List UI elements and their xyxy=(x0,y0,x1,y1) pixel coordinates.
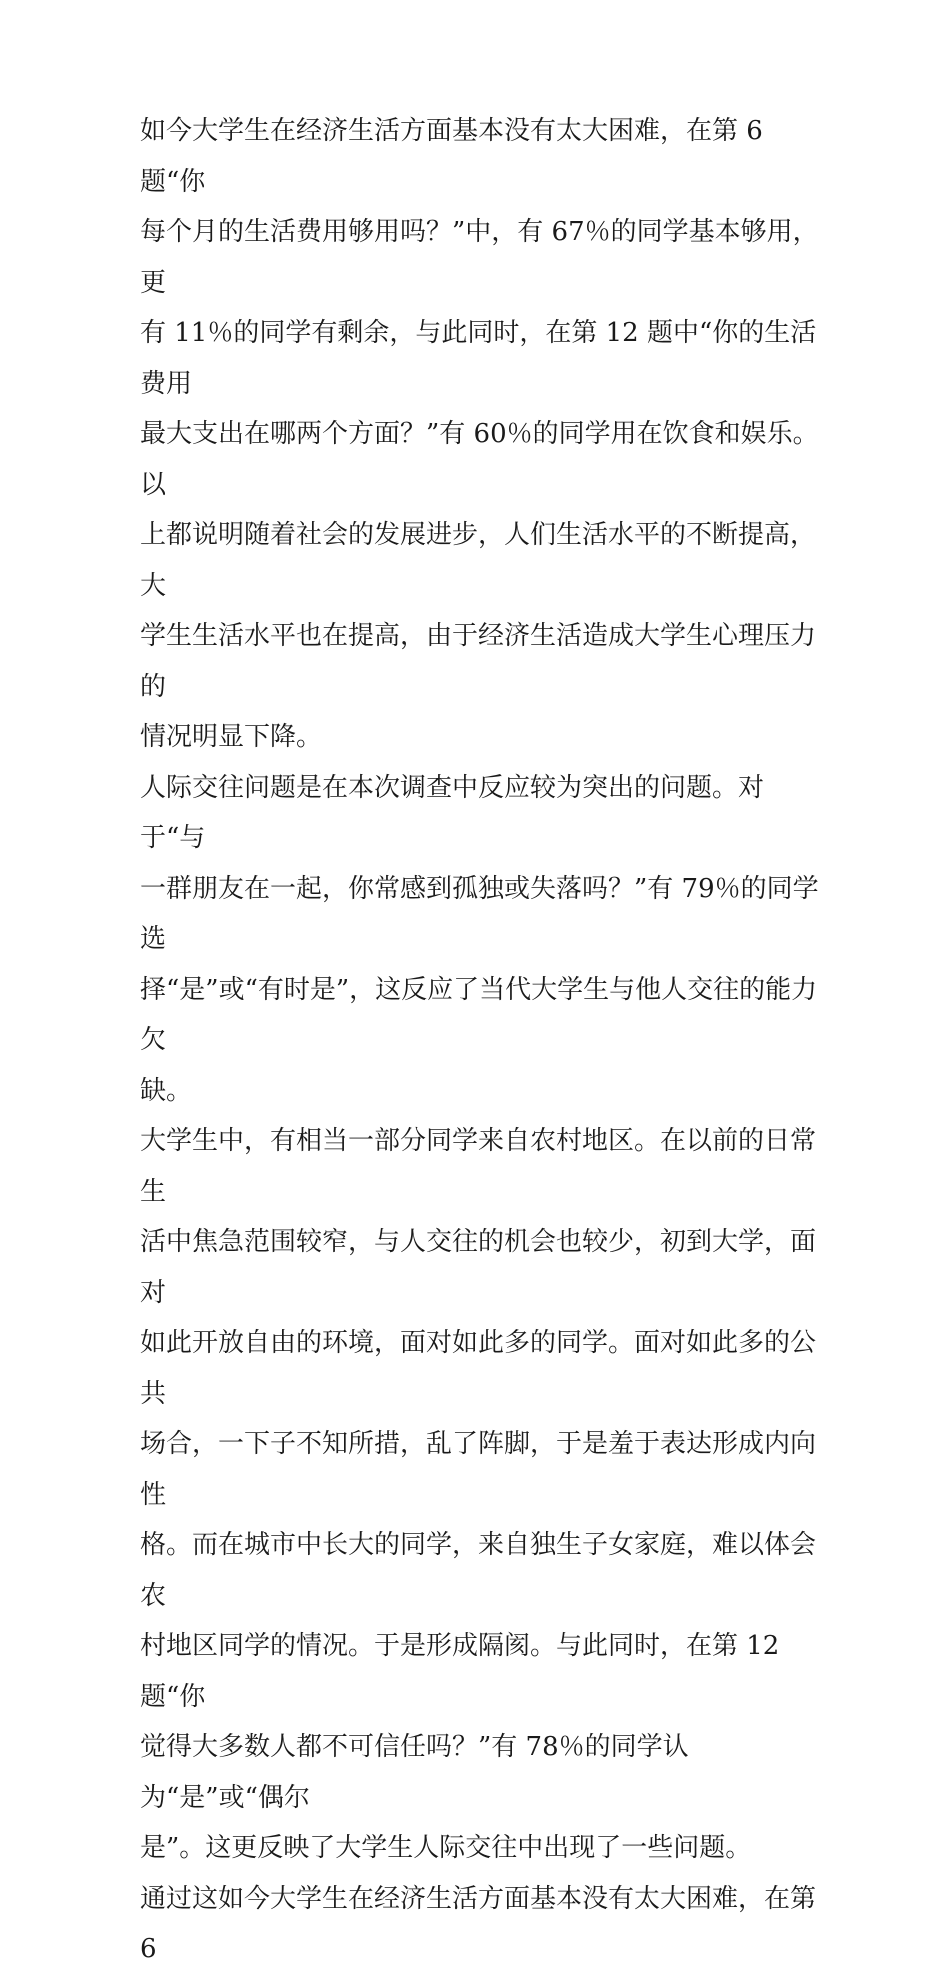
paragraph-rural-urban-students: 大学生中，有相当一部分同学来自农村地区。在以前的日常生 活中焦急范围较窄，与人交往的机会也较少，初到大学，面对 如此开放自由的环境，面对如此多的同学。面对如此多的公共 场合，一下子不知所措，乱了阵脚，于是羞于表达形成内向性 格。而在城市中长大的同学，来自独生子女家庭，难以体会农 村地区同学的情况。于是形成隔阂。与此同时，在第 12 题“你 觉得大多数人都不可信任吗？”有 78％的同学认为“是”或“偶尔 是”。这更反映了大学生人际交往中出现了一些问题。 xyxy=(140,1126,817,1863)
paragraph-continued: 通过这如今大学生在经济生活方面基本没有太大困难，在第 6 xyxy=(140,1883,817,1964)
paragraph-interpersonal-problem: 人际交往问题是在本次调查中反应较为突出的问题。对于“与 一群朋友在一起，你常感到孤独或失落吗？”有 79％的同学选 择“是”或“有时是”，这反应了当代大学生与他人交往的能力欠 缺。 xyxy=(140,772,819,1106)
paragraph-economic-life: 如今大学生在经济生活方面基本没有太大困难，在第 6 题“你 每个月的生活费用够用吗？”中，有 67％的同学基本够用，更 有 11％的同学有剩余，与此同时，在第 12 题中“你的生活费用 最大支出在哪两个方面？”有 60％的同学用在饮食和娱乐。以 上都说明随着社会的发展进步，人们生活水平的不断提高，大 学生生活水平也在提高，由于经济生活造成大学生心理压力的 情况明显下降。 xyxy=(140,116,819,752)
document-body xyxy=(140,106,820,1975)
